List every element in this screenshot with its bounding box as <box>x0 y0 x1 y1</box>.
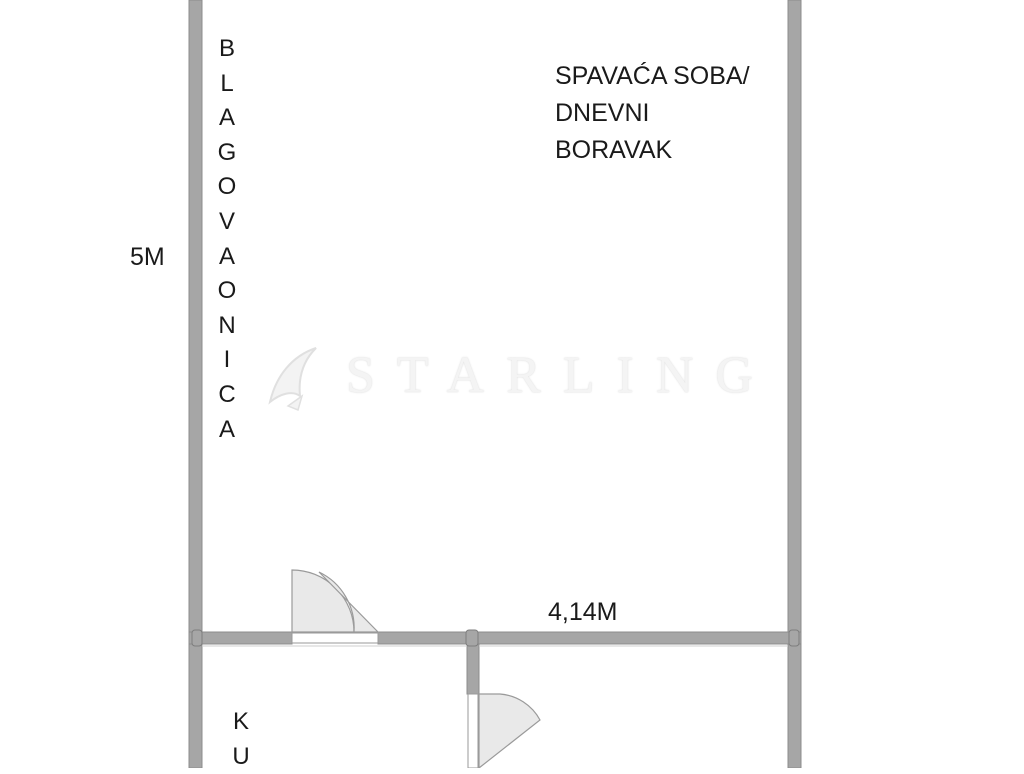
dining-letter: A <box>218 104 235 132</box>
watermark <box>258 338 778 418</box>
living-room-label-line-2: DNEVNI <box>555 99 650 127</box>
dining-room-label <box>212 32 242 447</box>
living-room-label-line-1: SPAVAĆA SOBA/ <box>555 62 750 90</box>
dining-letter: B <box>218 35 235 62</box>
living-door-swing <box>292 570 354 632</box>
dining-letter: A <box>218 242 235 270</box>
dining-letter: V <box>218 207 235 235</box>
bird-logo-icon <box>258 338 328 418</box>
living-room-label-line-3: BORAVAK <box>555 136 673 164</box>
watermark-brand-text: STARLING <box>346 347 775 404</box>
height-dimension-label: 5M <box>130 243 165 271</box>
bathroom-door-swing <box>479 694 540 768</box>
dining-letter: C <box>218 380 236 408</box>
left-outer-wall <box>189 0 202 768</box>
dining-letter: A <box>218 415 235 443</box>
middle-wall-right-segment <box>378 632 801 644</box>
kitchen-label <box>226 705 256 774</box>
dining-letter: N <box>218 311 236 339</box>
dining-letter: I <box>223 346 231 374</box>
wall-joint-right <box>789 630 799 646</box>
kitchen-letter: U <box>232 742 250 770</box>
living-door-leaf <box>292 633 378 643</box>
wall-joint-left <box>192 630 202 646</box>
dining-letter: O <box>217 173 237 201</box>
kitchen-letter: K <box>232 708 249 735</box>
inner-vertical-wall <box>467 644 479 694</box>
wall-joint-middle <box>466 630 478 646</box>
dining-letter: O <box>217 277 237 305</box>
width-dimension-label: 4,14M <box>548 598 618 626</box>
dining-letter: G <box>217 138 237 166</box>
bathroom-door-leaf <box>468 694 478 768</box>
living-room-label <box>555 58 795 169</box>
middle-wall-left-segment <box>189 632 292 644</box>
dining-letter: L <box>220 69 234 97</box>
